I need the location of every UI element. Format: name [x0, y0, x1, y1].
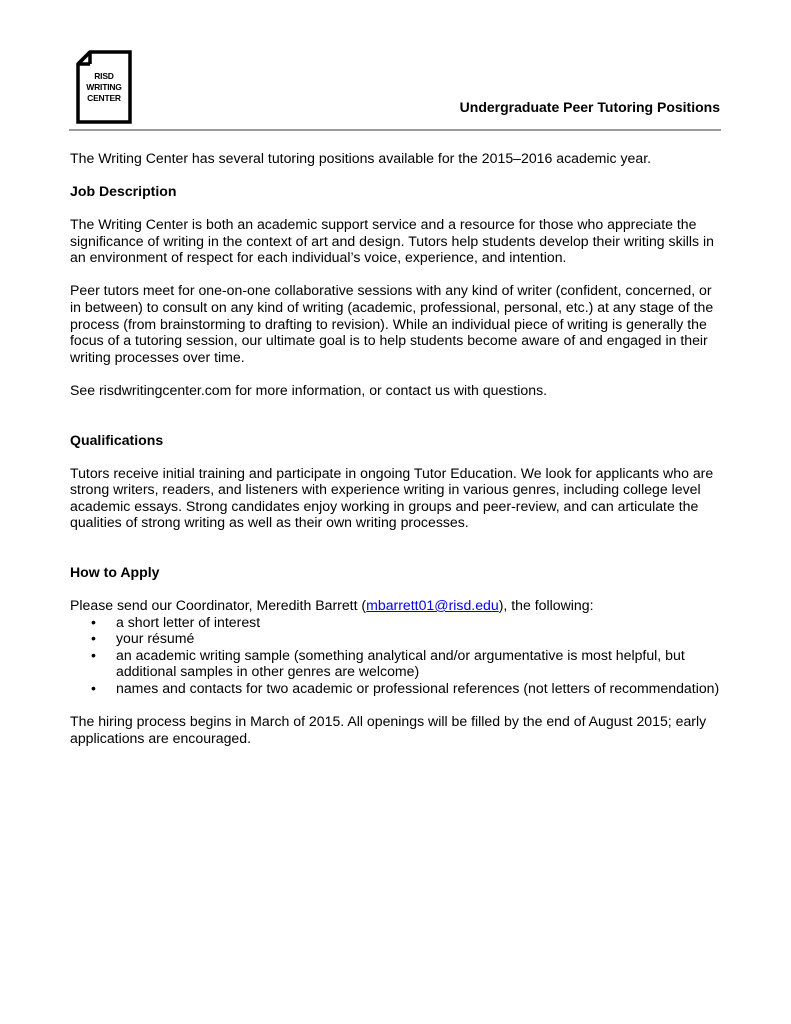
page-title: Undergraduate Peer Tutoring Positions: [459, 99, 720, 115]
intro-paragraph: The Writing Center has several tutoring positions available for the 2015–2016 academic year.: [70, 150, 652, 166]
list-item: • names and contacts for two academic or professional references (not letters of recommendation): [70, 680, 725, 697]
list-item: • an academic writing sample (something analytical and/or argumentative is most helpful, but additional samples in other genres are welcome): [70, 647, 725, 680]
qualifications-paragraph: Tutors receive initial training and participate in ongoing Tutor Education. We look for applicants who are strong writers, readers, and listeners with experience writing in various genres, including college level academic essays. Strong candidates enjoy working in groups and peer-review, and can articulate the qualities of strong writing as well as their own writing processes.: [70, 464, 714, 531]
document-body: [70, 150, 725, 746]
logo-line-3: CENTER: [87, 93, 121, 103]
application-items-list: [70, 614, 725, 697]
job-paragraph-2: Peer tutors meet for one-on-one collaborative sessions with any kind of writer (confident, concerned, or in between) to consult on any kind of writing (academic, professional, personal, etc.) at any stage of the process (from brainstorming to drafting to revision). While an individual piece of writing is generally the focus of a tutoring session, our ultimate goal is to help students become aware of and engaged in their writing processes over time.: [70, 282, 714, 365]
apply-intro-end: ), the following:: [498, 597, 594, 614]
qualifications-heading: Qualifications: [70, 431, 164, 448]
logo-text: [76, 71, 132, 104]
job-description-heading: Job Description: [70, 183, 177, 200]
logo-line-1: RISD: [94, 71, 114, 81]
list-item: • a short letter of interest: [70, 614, 725, 631]
how-to-apply-heading: How to Apply: [70, 564, 160, 580]
closing-paragraph: The hiring process begins in March of 2015. All openings will be filled by the end of August 2015; early applications are encouraged.: [70, 713, 707, 746]
apply-intro: [70, 597, 725, 614]
logo-line-2: WRITING: [86, 82, 122, 92]
job-paragraph-3: See risdwritingcenter.com for more information, or contact us with questions.: [70, 381, 548, 398]
apply-intro-start: Please send our Coordinator, Meredith Barrett (: [70, 597, 367, 614]
email-link[interactable]: mbarrett01@risd.edu: [366, 597, 499, 614]
job-paragraph-1: The Writing Center is both an academic support service and a resource for those who appreciate the significance of writing in the context of art and design. Tutors help students develop their writing skills in an environment of respect for each individual’s voice, experience, and intention.: [70, 216, 714, 266]
risd-writing-center-logo: [76, 50, 132, 124]
header-divider: [69, 129, 721, 131]
list-item: • your résumé: [70, 630, 725, 647]
